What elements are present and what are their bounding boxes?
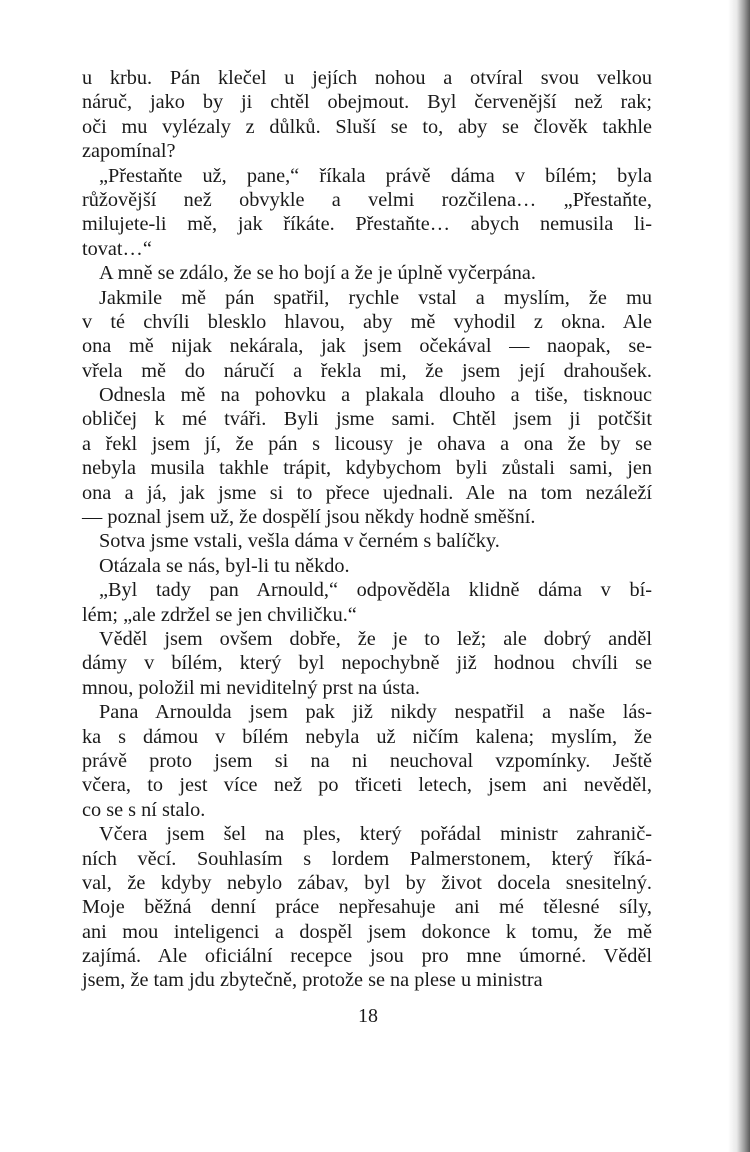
paragraph <box>82 529 652 553</box>
text-line: ních věcí. Souhlasím s lordem Palmerstonem, který říká- <box>82 847 652 870</box>
text-line: lém; „ale zdržel se jen chviličku.“ <box>82 603 357 626</box>
text-line: „Byl tady pan Arnould,“ odpověděla klidně dáma v bí- <box>99 579 652 602</box>
text-line: v té chvíli blesklo hlavou, aby mě vyhodil z okna. Ale <box>82 310 652 333</box>
text-line: Moje běžná denní práce nepřesahuje ani mé tělesné síly, <box>82 896 652 919</box>
text-line: vřela mě do náručí a řekla mi, že jsem její drahoušek. <box>82 359 652 382</box>
text-line: nebyla musila takhle trápit, kdybychom byli zůstali sami, jen <box>82 457 652 480</box>
text-line: zapomínal? <box>82 140 176 163</box>
text-line: „Přestaňte už, pane,“ říkala právě dáma v bílém; byla <box>99 164 652 187</box>
text-line: Včera jsem šel na ples, který pořádal ministr zahranič- <box>99 823 652 846</box>
paragraph <box>82 286 652 384</box>
text-line: oči mu vylézaly z důlků. Sluší se to, aby se člověk takhle <box>82 115 652 138</box>
paragraph <box>82 822 652 993</box>
text-line: právě proto jsem si na ni neuchoval vzpomínky. Ještě <box>82 749 652 772</box>
text-line: u krbu. Pán klečel u jejích nohou a otvíral svou velkou <box>82 67 652 89</box>
paragraph <box>82 554 652 578</box>
scan-binding-shadow <box>728 0 750 1152</box>
text-line: ona mě nijak nekárala, jak jsem očekával — naopak, se- <box>82 335 652 358</box>
paragraph <box>82 627 652 700</box>
text-line: Otázala se nás, byl-li tu někdo. <box>99 554 350 577</box>
paragraph <box>82 578 652 627</box>
paragraph <box>82 700 652 822</box>
text-line: Odnesla mě na pohovku a plakala dlouho a tiše, tisknouc <box>99 384 652 407</box>
text-line: co se s ní stalo. <box>82 798 206 821</box>
page-body-text <box>82 66 652 993</box>
text-line: Jakmile mě pán spatřil, rychle vstal a myslím, že mu <box>99 286 652 309</box>
text-line: ani mou inteligenci a dospěl jsem dokonce k tomu, že mě <box>82 920 652 943</box>
paragraph <box>82 164 652 262</box>
text-line: včera, to jest více než po třiceti letech, jsem ani nevěděl, <box>82 774 652 797</box>
paragraph <box>82 261 652 285</box>
text-line: mnou, položil mi neviditelný prst na ústa. <box>82 676 420 699</box>
text-line: ona a já, jak jsme si to přece ujednali. Ale na tom nezáleží <box>82 481 652 504</box>
text-line: zajímá. Ale oficiální recepce jsou pro mne úmorné. Věděl <box>82 945 652 968</box>
paragraph <box>82 383 652 529</box>
text-line: val, že kdyby nebylo zábav, byl by život docela snesitelný. <box>82 871 652 894</box>
text-line: Sotva jsme vstali, vešla dáma v černém s balíčky. <box>99 530 500 553</box>
page-number: 18 <box>358 1005 378 1027</box>
text-line: jsem, že tam jdu zbytečně, protože se na plese u ministra <box>82 969 543 992</box>
text-line: náruč, jako by ji chtěl obejmout. Byl červenější než rak; <box>82 91 652 114</box>
text-line: Pana Arnoulda jsem pak již nikdy nespatřil a naše lás- <box>99 701 652 724</box>
text-line: Věděl jsem ovšem dobře, že je to lež; ale dobrý anděl <box>99 627 652 650</box>
text-line: a řekl jsem jí, že pán s licousy je ohava a ona že by se <box>82 432 652 455</box>
text-line: A mně se zdálo, že se ho bojí a že je úplně vyčerpána. <box>99 262 536 285</box>
text-line: obličej k mé tváři. Byli jsme sami. Chtěl jsem ji potčšit <box>82 408 652 431</box>
text-line: dámy v bílém, který byl nepochybně již hodnou chvíli se <box>82 652 652 675</box>
text-line: růžovější než obvykle a velmi rozčilena… „Přestaňte, <box>82 188 652 211</box>
text-line: tovat…“ <box>82 237 152 260</box>
paragraph <box>82 66 652 164</box>
text-line: ka s dámou v bílém nebyla už ničím kalena; myslím, že <box>82 725 652 748</box>
text-line: — poznal jsem už, že dospělí jsou někdy hodně směšní. <box>82 506 536 529</box>
text-line: milujete-li mě, jak říkáte. Přestaňte… abych nemusila li- <box>82 213 652 236</box>
